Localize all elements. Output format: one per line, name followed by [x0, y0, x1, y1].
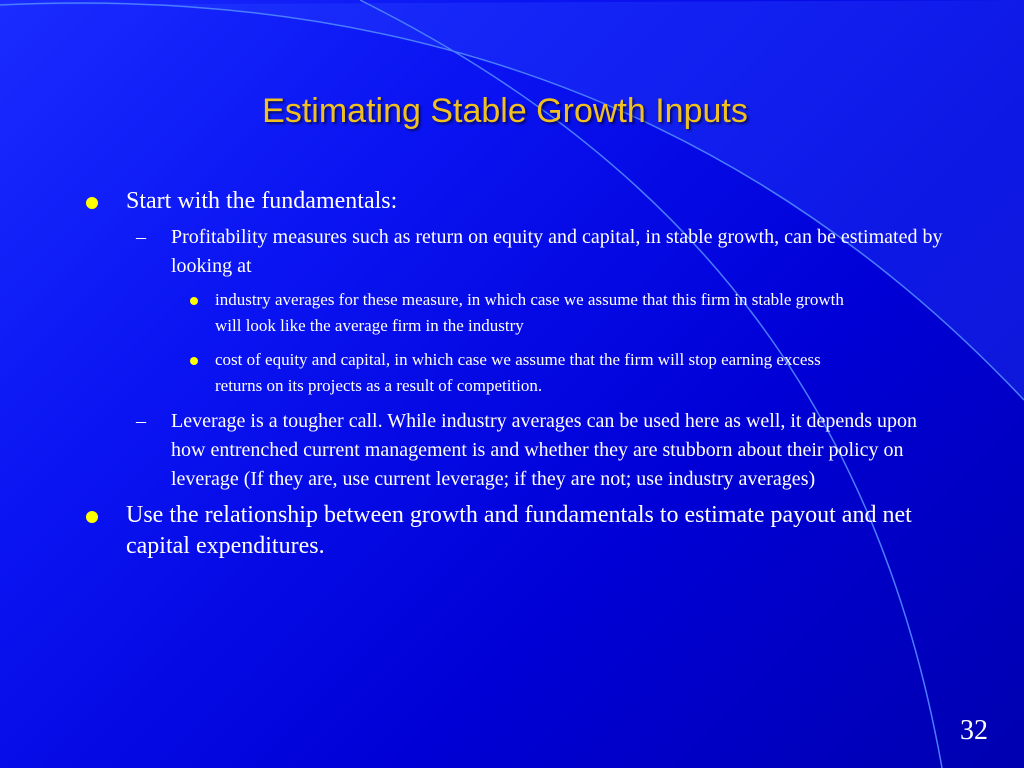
- sub-bullet-item: [131, 223, 946, 281]
- bullet-icon: [190, 297, 198, 305]
- sub-sub-bullet-text: cost of equity and capital, in which case we assume that the firm will stop earning excess returns on its projects as a result of competition.: [215, 350, 821, 395]
- sub-bullet-text: Profitability measures such as return on equity and capital, in stable growth, can be estimated by looking at: [171, 226, 943, 277]
- dash-icon: –: [136, 226, 146, 248]
- sub-bullet-text: Leverage is a tougher call. While industry averages can be used here as well, it depends upon how entrenched current management is and whether they are stubborn about their policy on leverage (If they are, use current leverage; if they are not; use industry averages): [171, 410, 918, 490]
- bullet-text: Use the relationship between growth and fundamentals to estimate payout and net capital expenditures.: [126, 502, 912, 559]
- bullet-text: Start with the fundamentals:: [126, 188, 398, 214]
- bullet-icon: [86, 511, 98, 523]
- slide-number: 32: [960, 715, 988, 746]
- slide-title: Estimating Stable Growth Inputs: [262, 92, 748, 130]
- sub-sub-bullet-item: [188, 287, 855, 339]
- bullet-item: [86, 186, 946, 217]
- bullet-icon: [86, 197, 98, 209]
- bullet-icon: [190, 357, 198, 365]
- slide-content: [86, 186, 946, 568]
- bullet-item: [86, 500, 946, 562]
- sub-sub-bullet-text: industry averages for these measure, in which case we assume that this firm in stable growth will look like the average firm in the industry: [215, 290, 844, 335]
- sub-sub-bullet-item: [188, 347, 855, 399]
- dash-icon: –: [136, 410, 146, 432]
- sub-bullet-item: [131, 407, 946, 494]
